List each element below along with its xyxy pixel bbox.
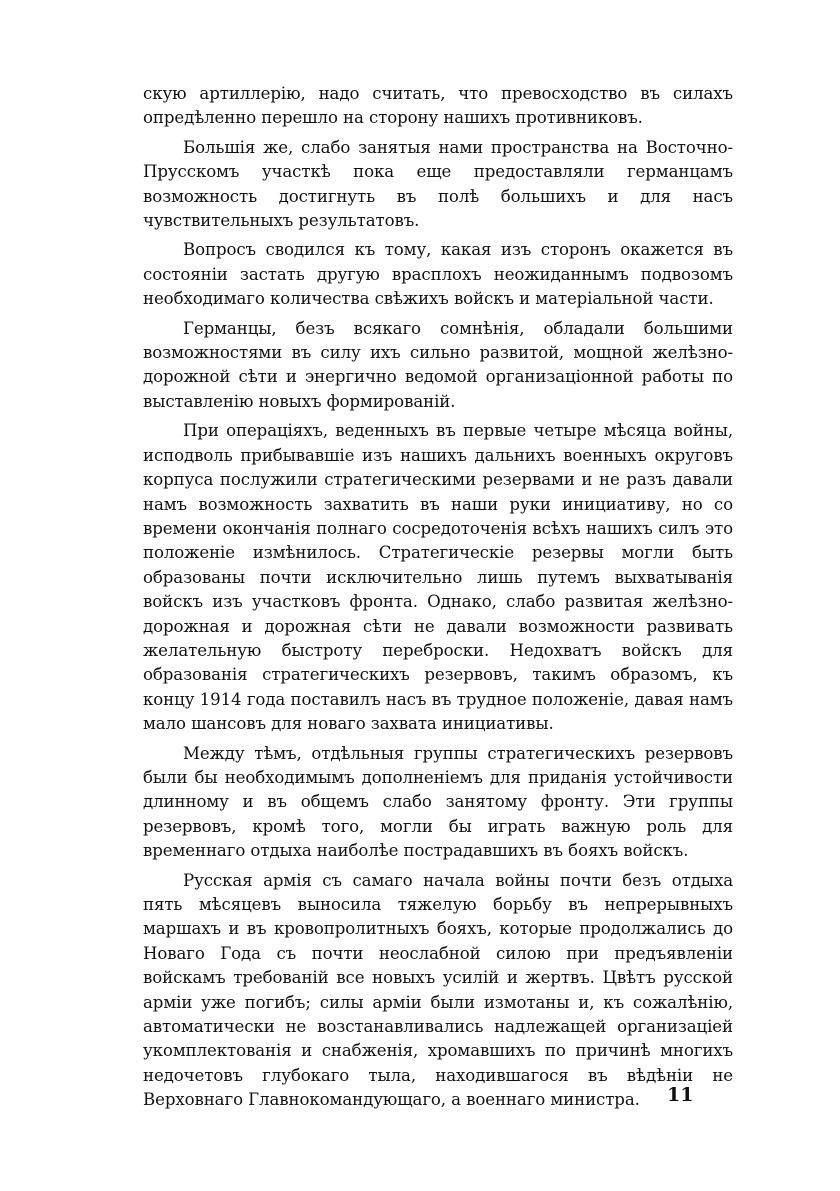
page-number: 11: [667, 1084, 694, 1106]
page-body-text: [143, 82, 733, 1118]
paragraph-4: Германцы, безъ всякаго сомнѣнія, обладали большими возможностями въ силу ихъ сильно развитой, мощной желѣзно-дорожной сѣти и энергично ведомой организаціонной работы по выставленію новыхъ формированій.: [143, 318, 733, 411]
paragraph-1: скую артиллерію, надо считать, что превосходство въ силахъ опредѣленно перешло на сторону нашихъ противниковъ.: [143, 84, 733, 128]
paragraph-2: Большія же, слабо занятыя нами пространства на Восточно-Прусскомъ участкѣ пока еще предоставляли германцамъ возможность достигнуть въ полѣ большихъ и для насъ чувствительныхъ результатовъ.: [143, 137, 733, 231]
paragraph-3: Вопросъ сводился къ тому, какая изъ сторонъ окажется въ состояніи застать другую врасплохъ неожиданнымъ подвозомъ необходимаго количества свѣжихъ войскъ и матеріальной части.: [143, 240, 733, 309]
paragraph-5: При операціяхъ, веденныхъ въ первые четыре мѣсяца войны, исподволь прибывавшіе изъ нашихъ дальнихъ военныхъ округовъ корпуса послужили стратегическими резервами и не разъ давали намъ возможность захватить въ наши руки инициативу, но со времени окончанія полнаго сосредоточенія всѣхъ нашихъ силъ это положеніе измѣнилось. Стратегическіе резервы могли быть образованы почти исключительно лишь путемъ выхватыванія войскъ изъ участковъ фронта. Однако, слабо развитая желѣзно-дорожная и дорожная сѣти не давали возможности развивать желательную быстроту переброски. Недохватъ войскъ для образованія стратегическихъ резервовъ, такимъ образомъ, къ концу 1914 года поставилъ насъ въ трудное положеніе, давая намъ мало шансовъ для новаго захвата инициативы.: [143, 421, 733, 734]
paragraph-6: Между тѣмъ, отдѣльныя группы стратегическихъ резервовъ были бы необходимымъ дополненіемъ для приданія устойчивости длинному и въ общемъ слабо занятому фронту. Эти группы резервовъ, кромѣ того, могли бы играть важную роль для временнаго отдыха наиболѣе пострадавшихъ въ бояхъ войскъ.: [143, 743, 733, 861]
paragraph-7: Русская армія съ самаго начала войны почти безъ отдыха пять мѣсяцевъ выносила тяжелую борьбу въ непрерывныхъ маршахъ и въ кровопролитныхъ бояхъ, которые продолжались до Новаго Года съ почти неослабной силою при предъявленіи войскамъ требованій все новыхъ усилій и жертвъ. Цвѣтъ русской арміи уже погибъ; силы арміи были измотаны и, къ сожалѣнію, автоматически не возстанавливались надлежащей организаціей укомплектованія и снабженія, хромавшихъ по причинѣ многихъ недочетовъ глубокаго тыла, находившагося въ вѣдѣніи не Верховнаго Главнокомандующаго, а военнаго министра.: [143, 870, 733, 1110]
